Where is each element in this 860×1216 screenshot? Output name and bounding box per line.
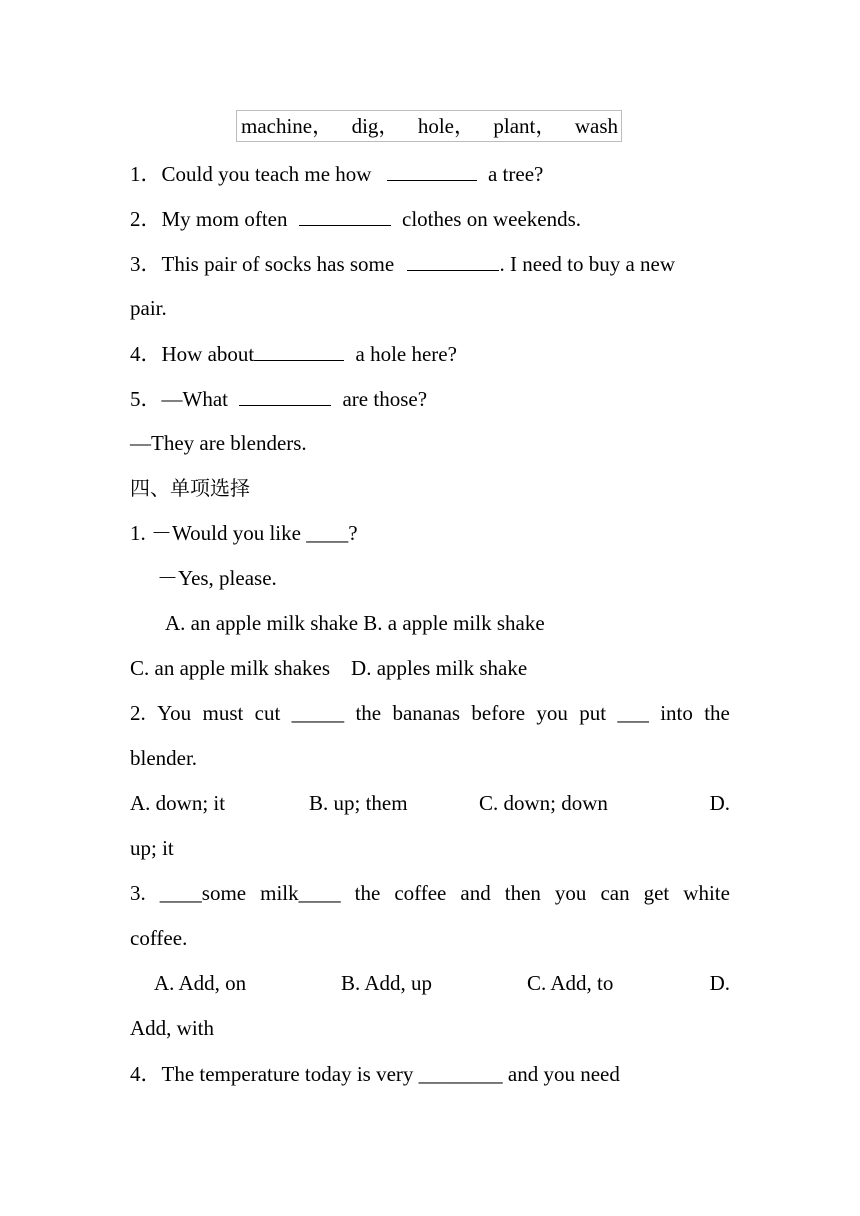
mc-question-3-stem-continued: coffee.: [130, 926, 188, 950]
mc-question-2-option-d-continued: up; it: [130, 836, 174, 860]
answer-blank: [254, 340, 344, 361]
option-a: A. Add, on: [154, 971, 247, 995]
answer-blank: [299, 205, 391, 226]
fill-blank-question-3-continued: pair.: [130, 296, 167, 320]
option-d: D.: [709, 971, 730, 995]
fill-blank-question-1: 1．Could you teach me how a tree?: [130, 162, 544, 186]
mc-question-1-reply: －Yes, please.: [157, 566, 277, 590]
mc-question-3-stem: 3. ____some milk____ the coffee and then you can get white: [130, 881, 730, 905]
answer-blank: [407, 250, 499, 271]
word-bank-item: machine，: [241, 114, 334, 138]
fill-blank-question-5-answer: —They are blenders.: [130, 431, 307, 455]
answer-blank: [387, 160, 477, 181]
option-c: C. down; down: [479, 791, 608, 815]
mc-question-2-stem: 2. You must cut _____ the bananas before you put ___ into the: [130, 701, 730, 725]
option-b: B. up; them: [309, 791, 408, 815]
mc-question-1-stem: 1. －Would you like ____?: [130, 521, 358, 545]
option-b: B. Add, up: [341, 971, 433, 995]
word-bank-item: hole，: [417, 114, 475, 138]
word-bank-item: wash: [574, 114, 618, 138]
mc-question-3-option-d-continued: Add, with: [130, 1016, 214, 1040]
section-title: 四、单项选择: [130, 476, 250, 500]
option-a: A. down; it: [130, 791, 226, 815]
word-bank-item: dig，: [351, 114, 400, 138]
fill-blank-question-2: 2．My mom often clothes on weekends.: [130, 207, 582, 231]
mc-question-1-options-cd: C. an apple milk shakes D. apples milk shake: [130, 656, 528, 680]
option-c: C. Add, to: [527, 971, 614, 995]
fill-blank-question-5: 5．—What are those?: [130, 387, 428, 411]
option-d: D.: [709, 791, 730, 815]
mc-question-1-options-ab: A. an apple milk shake B. a apple milk shake: [165, 611, 545, 635]
fill-blank-question-4: 4．How about a hole here?: [130, 342, 457, 366]
fill-blank-question-3: 3．This pair of socks has some . I need to buy a new: [130, 252, 675, 276]
word-bank-item: plant，: [493, 114, 557, 138]
mc-question-2-stem-continued: blender.: [130, 746, 198, 770]
word-bank-box: [236, 110, 622, 142]
answer-blank: [239, 385, 331, 406]
mc-question-4-stem: 4．The temperature today is very ________ and you need: [130, 1062, 620, 1086]
